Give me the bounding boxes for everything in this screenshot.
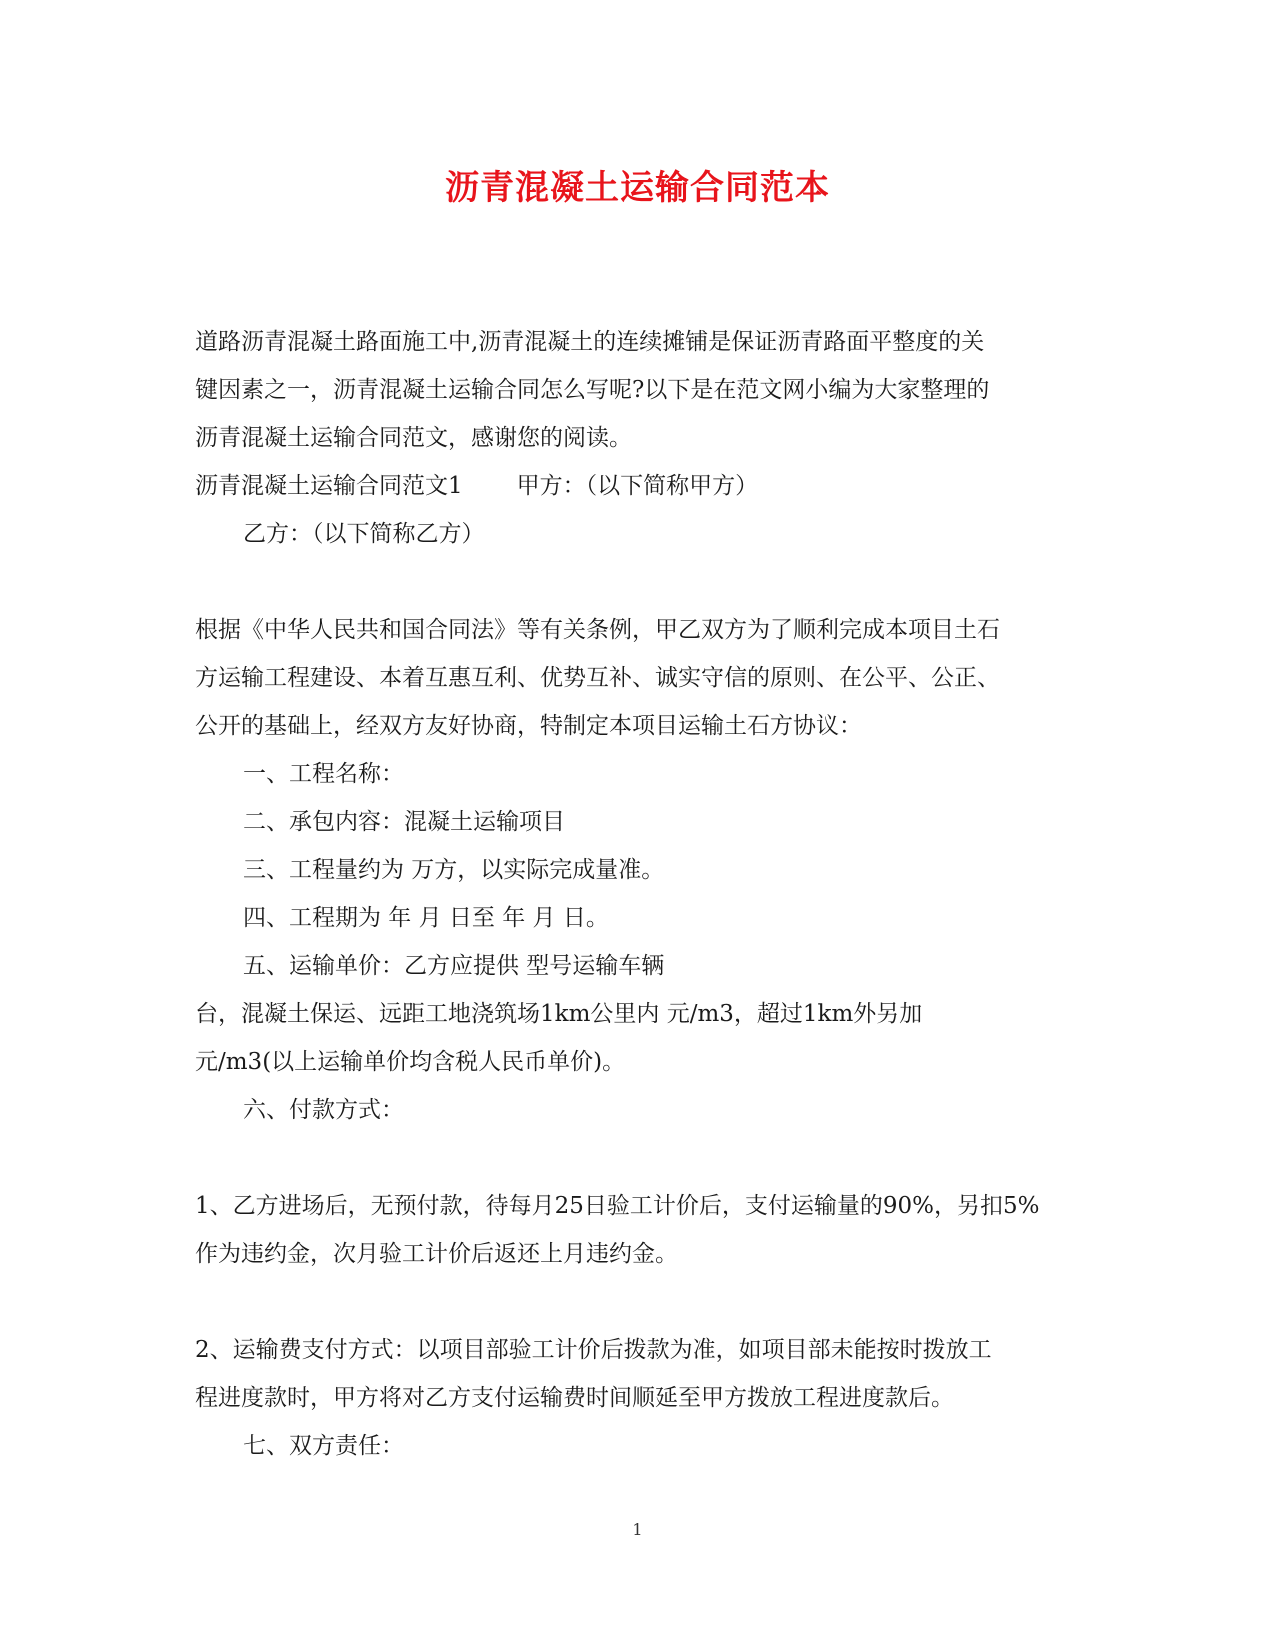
party-b: 乙方：（以下简称乙方） (243, 521, 485, 547)
payment-term-2: 2、运输费支付方式：以项目部验工计价后拨款为准，如项目部未能按时拨放工 (195, 1337, 992, 1363)
preamble-line: 根据《中华人民共和国合同法》等有关条例，甲乙双方为了顺利完成本项目土石 (195, 617, 1000, 643)
spacer (195, 1278, 1075, 1326)
clause-contract-content: 二、承包内容：混凝土运输项目 (243, 809, 565, 835)
sample-heading-line (195, 462, 1075, 510)
document-title: 沥青混凝土运输合同范本 (445, 168, 830, 208)
payment-term-2-cont: 程进度款时，甲方将对乙方支付运输费时间顺延至甲方拨放工程进度款后。 (195, 1385, 954, 1411)
payment-term-1: 1、乙方进场后，无预付款，待每月25日验工计价后，支付运输量的90%，另扣5% (195, 1193, 1040, 1219)
intro-line: 沥青混凝土运输合同范文，感谢您的阅读。 (195, 425, 632, 451)
clause-period: 四、工程期为 年 月 日至 年 月 日。 (243, 905, 609, 931)
payment-term-1-cont: 作为违约金，次月验工计价后返还上月违约金。 (195, 1241, 678, 1267)
clause-responsibilities: 七、双方责任： (243, 1433, 404, 1459)
party-a: 甲方：（以下简称甲方） (516, 473, 759, 499)
intro-line: 道路沥青混凝土路面施工中,沥青混凝土的连续摊铺是保证沥青路面平整度的关 (195, 329, 985, 355)
intro-line: 键因素之一，沥青混凝土运输合同怎么写呢?以下是在范文网小编为大家整理的 (195, 377, 990, 403)
page-number: 1 (632, 1520, 643, 1539)
clause-payment: 六、付款方式： (243, 1097, 404, 1123)
spacer (195, 558, 1075, 606)
clause-unit-price-cont: 台，混凝土保运、远距工地浇筑场1km公里内 元/m3，超过1km外另加 (195, 1001, 923, 1027)
clause-unit-price-cont: 元/m3(以上运输单价均含税人民币单价)。 (195, 1049, 626, 1075)
preamble-line: 公开的基础上，经双方友好协商，特制定本项目运输土石方协议： (195, 713, 862, 739)
sample-label: 沥青混凝土运输合同范文1 (195, 473, 463, 499)
document-body (195, 318, 1075, 1470)
clause-unit-price: 五、运输单价：乙方应提供 型号运输车辆 (243, 953, 665, 979)
clause-quantity: 三、工程量约为 万方，以实际完成量准。 (243, 857, 665, 883)
spacer (195, 1134, 1075, 1182)
clause-project-name: 一、工程名称： (243, 761, 404, 787)
preamble-line: 方运输工程建设、本着互惠互利、优势互补、诚实守信的原则、在公平、公正、 (195, 665, 1000, 691)
